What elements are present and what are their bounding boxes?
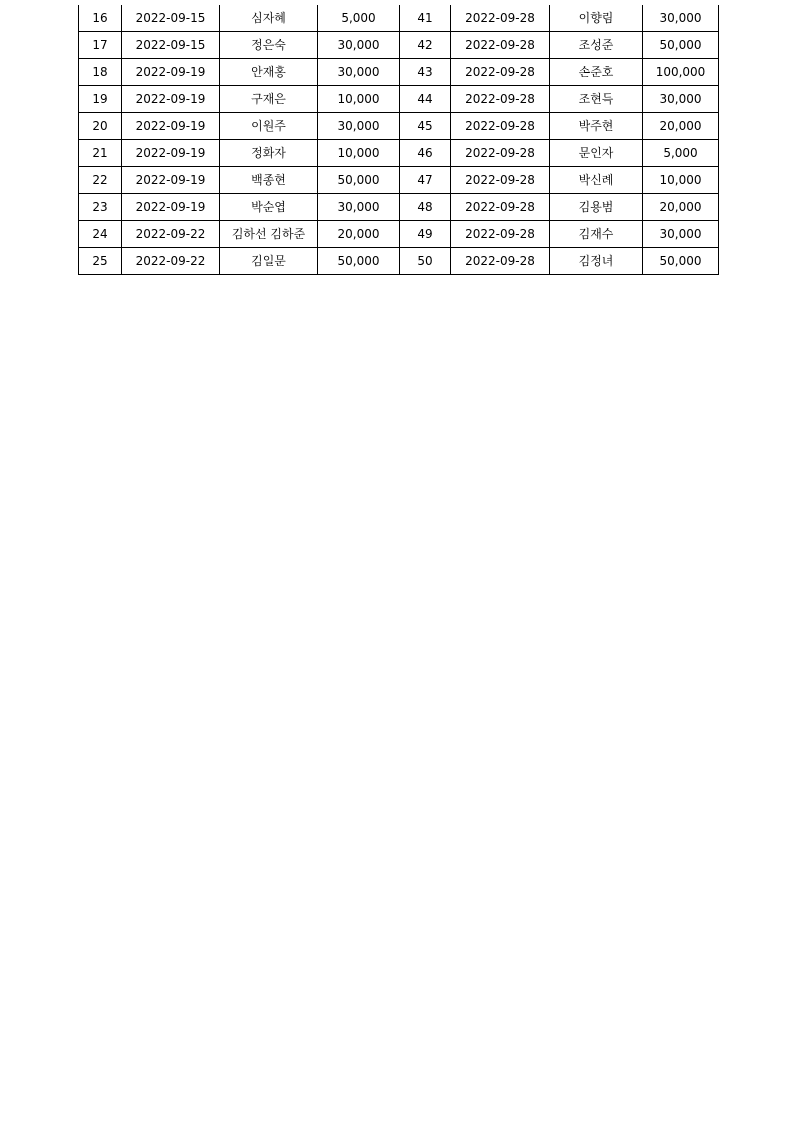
- cell-date: 2022-09-19: [122, 59, 220, 86]
- table-row: [79, 194, 719, 221]
- cell-no: 43: [400, 59, 451, 86]
- cell-amount: 30,000: [318, 32, 400, 59]
- cell-no: 23: [79, 194, 122, 221]
- cell-name: 백종현: [220, 167, 318, 194]
- cell-no: 24: [79, 221, 122, 248]
- table-row: [79, 59, 719, 86]
- cell-no: 19: [79, 86, 122, 113]
- cell-amount: 20,000: [318, 221, 400, 248]
- table-row: [79, 140, 719, 167]
- cell-amount: 50,000: [318, 167, 400, 194]
- cell-name: 심자혜: [220, 5, 318, 32]
- cell-amount: 20,000: [643, 194, 719, 221]
- cell-name: 안재홍: [220, 59, 318, 86]
- cell-no: 22: [79, 167, 122, 194]
- cell-amount: 50,000: [643, 248, 719, 275]
- cell-amount: 30,000: [318, 113, 400, 140]
- cell-date: 2022-09-15: [122, 5, 220, 32]
- cell-amount: 5,000: [318, 5, 400, 32]
- cell-amount: 10,000: [643, 167, 719, 194]
- cell-date: 2022-09-19: [122, 194, 220, 221]
- cell-date: 2022-09-28: [451, 248, 550, 275]
- cell-name: 손준호: [550, 59, 643, 86]
- cell-date: 2022-09-22: [122, 221, 220, 248]
- cell-name: 이원주: [220, 113, 318, 140]
- cell-name: 박주현: [550, 113, 643, 140]
- cell-amount: 5,000: [643, 140, 719, 167]
- cell-amount: 10,000: [318, 140, 400, 167]
- cell-date: 2022-09-19: [122, 113, 220, 140]
- cell-no: 17: [79, 32, 122, 59]
- cell-amount: 100,000: [643, 59, 719, 86]
- cell-date: 2022-09-22: [122, 248, 220, 275]
- cell-date: 2022-09-19: [122, 140, 220, 167]
- cell-name: 김정녀: [550, 248, 643, 275]
- cell-date: 2022-09-19: [122, 167, 220, 194]
- cell-amount: 10,000: [318, 86, 400, 113]
- cell-no: 25: [79, 248, 122, 275]
- cell-no: 20: [79, 113, 122, 140]
- cell-name: 박신례: [550, 167, 643, 194]
- table-row: [79, 221, 719, 248]
- cell-name: 김용범: [550, 194, 643, 221]
- cell-date: 2022-09-15: [122, 32, 220, 59]
- cell-name: 김일문: [220, 248, 318, 275]
- cell-name: 김하선 김하준: [220, 221, 318, 248]
- cell-name: 김재수: [550, 221, 643, 248]
- cell-name: 이향림: [550, 5, 643, 32]
- cell-no: 47: [400, 167, 451, 194]
- cell-name: 조성준: [550, 32, 643, 59]
- cell-no: 44: [400, 86, 451, 113]
- table-row: [79, 32, 719, 59]
- cell-date: 2022-09-28: [451, 86, 550, 113]
- cell-no: 21: [79, 140, 122, 167]
- cell-no: 42: [400, 32, 451, 59]
- cell-name: 정은숙: [220, 32, 318, 59]
- cell-date: 2022-09-28: [451, 221, 550, 248]
- table-row: [79, 248, 719, 275]
- cell-date: 2022-09-28: [451, 140, 550, 167]
- cell-amount: 50,000: [643, 32, 719, 59]
- cell-amount: 30,000: [318, 59, 400, 86]
- cell-date: 2022-09-28: [451, 59, 550, 86]
- table-row: [79, 5, 719, 32]
- ledger-body: [79, 5, 719, 275]
- cell-no: 16: [79, 5, 122, 32]
- cell-date: 2022-09-28: [451, 167, 550, 194]
- cell-no: 18: [79, 59, 122, 86]
- table-row: [79, 167, 719, 194]
- donation-ledger-table: [78, 5, 719, 275]
- cell-amount: 30,000: [643, 86, 719, 113]
- cell-amount: 30,000: [643, 5, 719, 32]
- cell-date: 2022-09-28: [451, 32, 550, 59]
- cell-date: 2022-09-19: [122, 86, 220, 113]
- table-row: [79, 86, 719, 113]
- cell-amount: 20,000: [643, 113, 719, 140]
- cell-name: 조현득: [550, 86, 643, 113]
- cell-name: 구재은: [220, 86, 318, 113]
- cell-name: 박순엽: [220, 194, 318, 221]
- cell-no: 50: [400, 248, 451, 275]
- cell-amount: 30,000: [643, 221, 719, 248]
- cell-no: 41: [400, 5, 451, 32]
- cell-no: 46: [400, 140, 451, 167]
- cell-date: 2022-09-28: [451, 5, 550, 32]
- cell-date: 2022-09-28: [451, 113, 550, 140]
- cell-no: 48: [400, 194, 451, 221]
- cell-no: 49: [400, 221, 451, 248]
- cell-amount: 50,000: [318, 248, 400, 275]
- cell-name: 정화자: [220, 140, 318, 167]
- cell-amount: 30,000: [318, 194, 400, 221]
- table-row: [79, 113, 719, 140]
- cell-date: 2022-09-28: [451, 194, 550, 221]
- cell-no: 45: [400, 113, 451, 140]
- cell-name: 문인자: [550, 140, 643, 167]
